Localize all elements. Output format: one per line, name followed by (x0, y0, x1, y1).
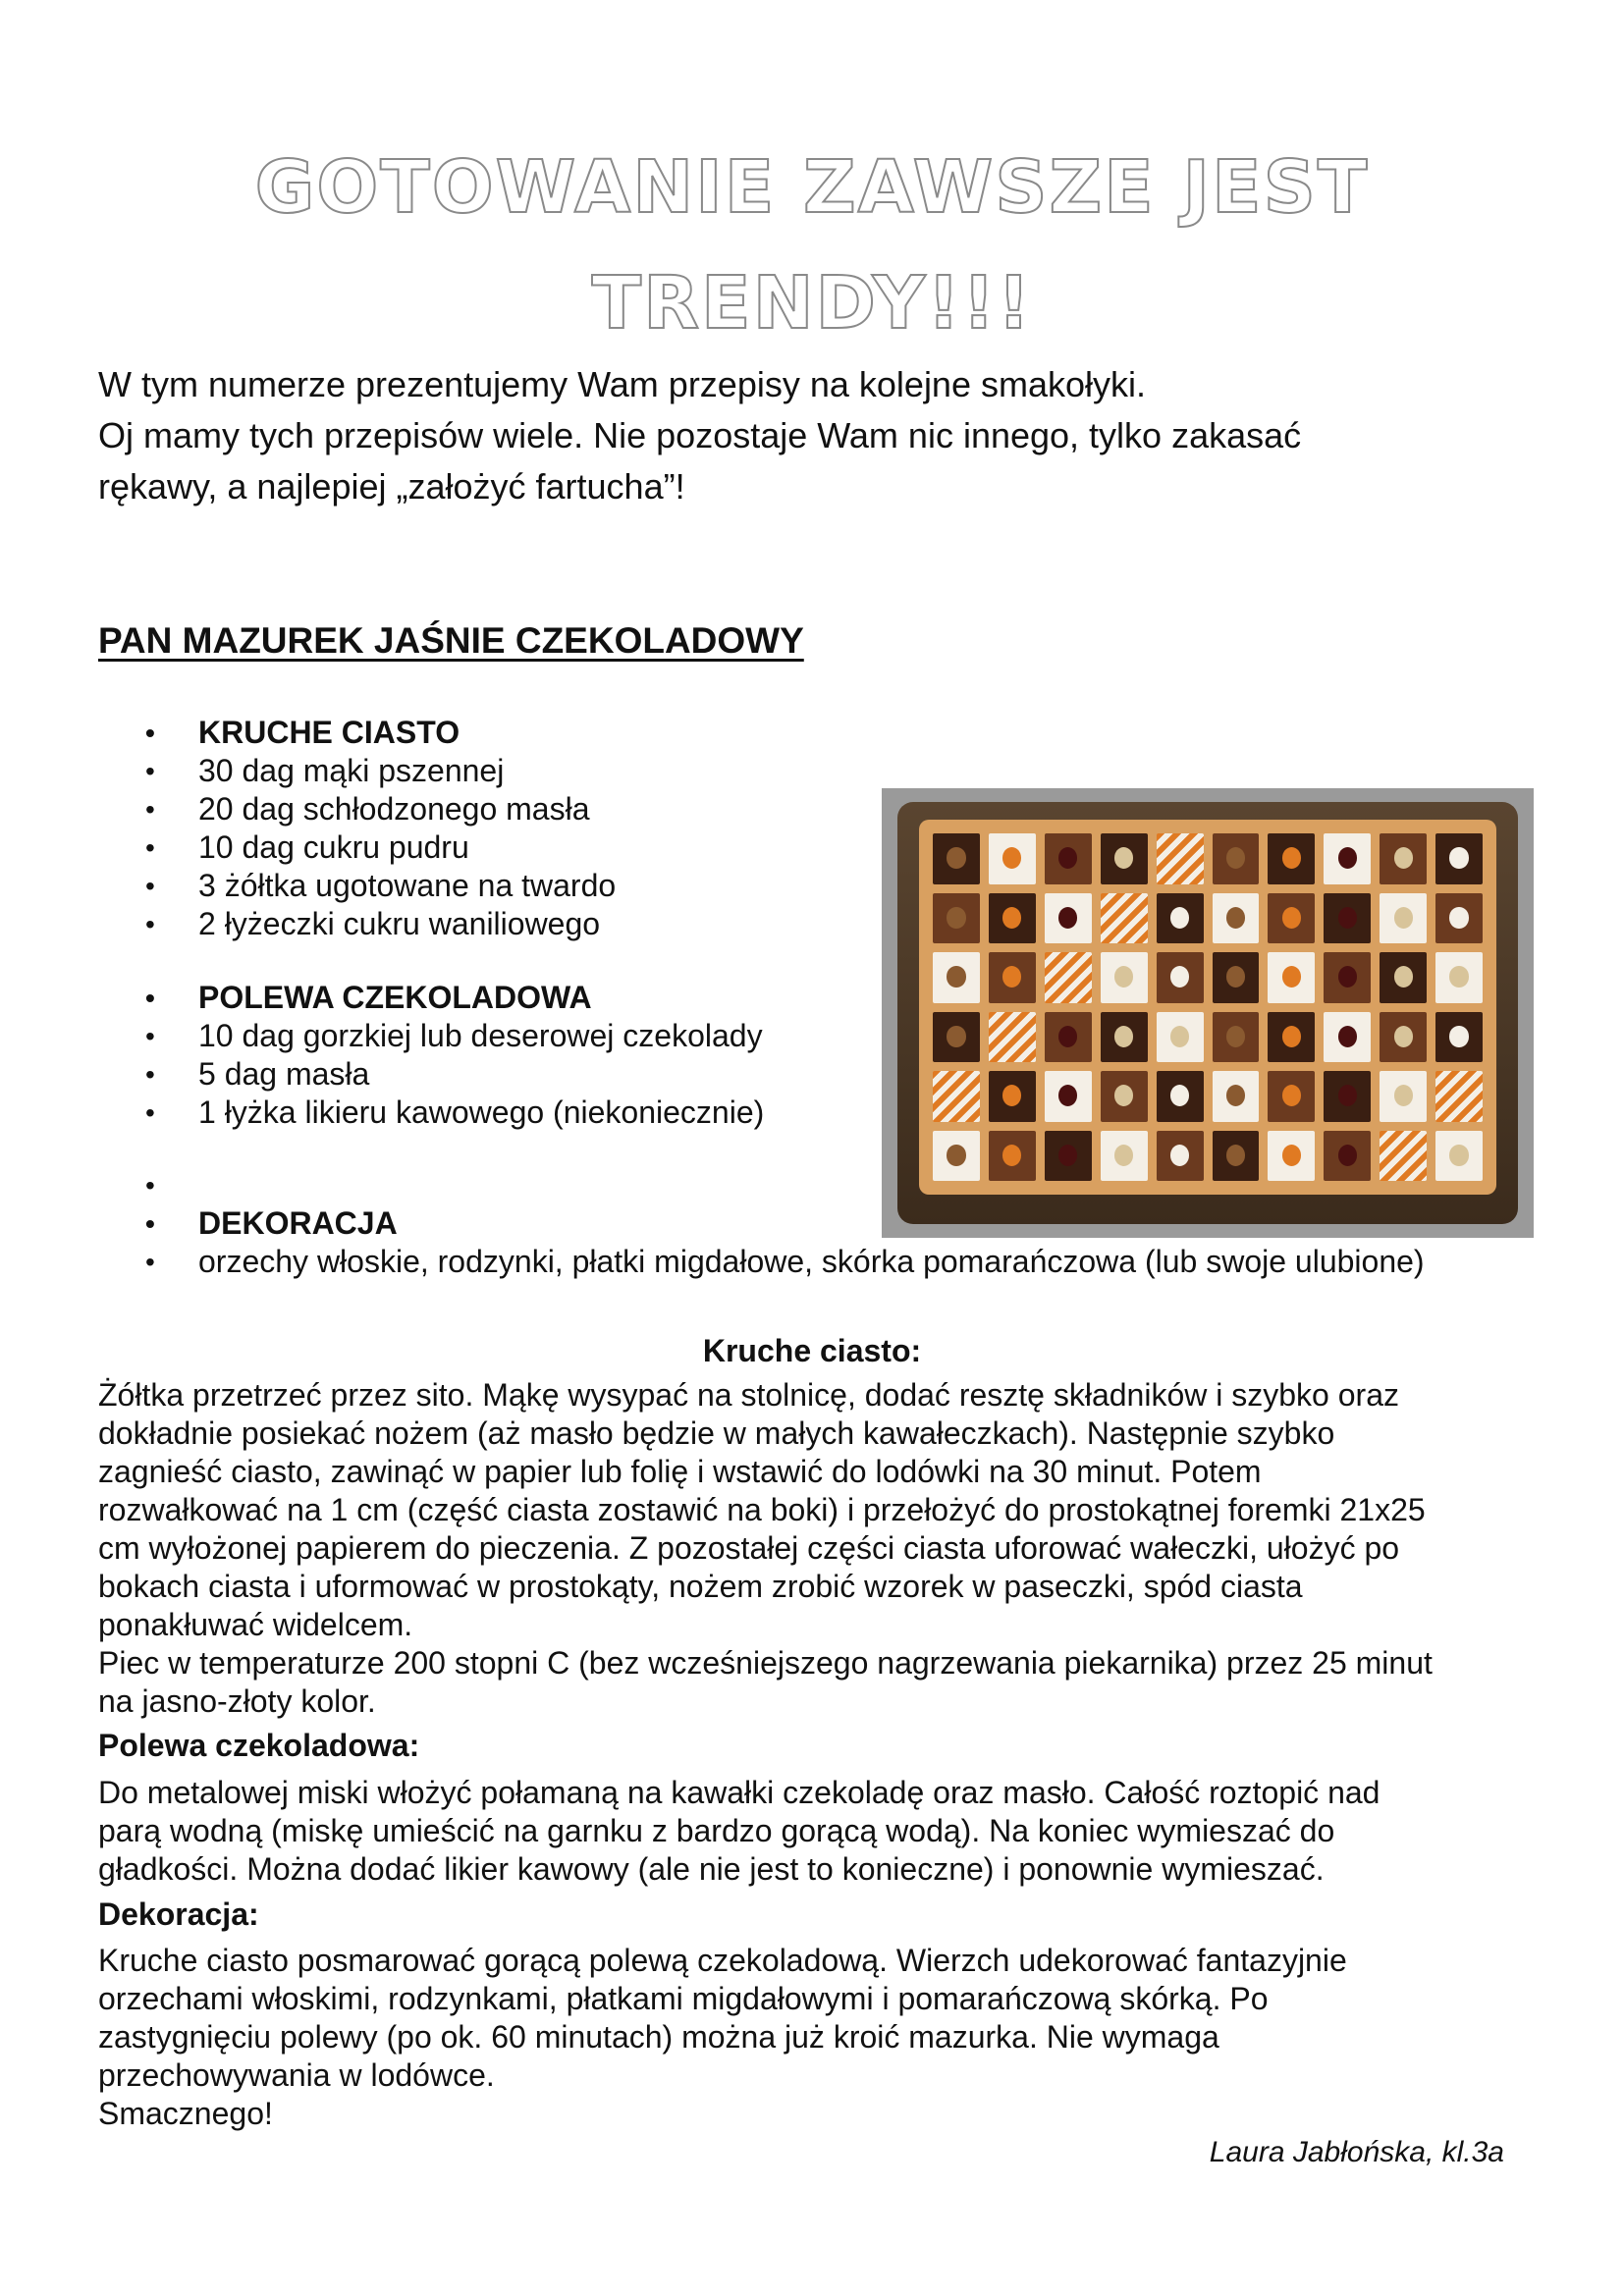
cake-tile (1045, 833, 1092, 884)
cake-tile (1268, 893, 1315, 944)
cake-tile (1435, 952, 1483, 1003)
instruction-line: Kruche ciasto posmarować gorącą polewą czekoladową. Wierzch udekorować fantazyjnie (98, 1943, 1347, 1978)
cake-tile (1101, 952, 1148, 1003)
cake-tile (1045, 1071, 1092, 1122)
tile-decoration (1394, 1085, 1413, 1106)
title-line-1: GOTOWANIE ZAWSZE JEST (254, 145, 1370, 230)
tile-decoration (947, 847, 965, 869)
cake-tile (1324, 1012, 1371, 1063)
instruction-line: na jasno-złoty kolor. (98, 1683, 376, 1719)
tile-decoration (1170, 907, 1189, 929)
page-title (0, 130, 1624, 361)
cake-tile (933, 833, 980, 884)
instruction-line: przechowywania w lodówce. (98, 2057, 495, 2093)
tile-decoration (1058, 1085, 1077, 1106)
tile-decoration (947, 966, 965, 988)
cake-tile (1268, 952, 1315, 1003)
cake-tile (1157, 1131, 1204, 1182)
glaze-instructions (98, 1774, 1532, 1889)
cake-tile (1380, 1131, 1427, 1182)
tile-decoration (1338, 907, 1357, 929)
tile-decoration (1170, 966, 1189, 988)
cake-tile (1045, 893, 1092, 944)
cake-tile (1324, 1131, 1371, 1182)
tile-decoration (1226, 907, 1245, 929)
tile-decoration (1449, 907, 1468, 929)
tile-decoration (1226, 966, 1245, 988)
tile-decoration (1394, 847, 1413, 869)
ingredients-glaze-heading: • POLEWA CZEKOLADOWA (145, 979, 764, 1017)
title-line-2: TRENDY!!! (591, 261, 1033, 346)
cake-tile (933, 1071, 980, 1122)
ingredient-item: • 5 dag masła (145, 1055, 764, 1094)
tile-decoration (1449, 966, 1468, 988)
cake-tile (1435, 1071, 1483, 1122)
cake-tile (989, 893, 1036, 944)
cake-tile (1157, 952, 1204, 1003)
cake-tile (1157, 893, 1204, 944)
cake-tile (1268, 1131, 1315, 1182)
ingredient-item: • 3 żółtka ugotowane na twardo (145, 867, 616, 905)
cake-tile (989, 1071, 1036, 1122)
tile-decoration (1449, 847, 1468, 869)
crust-section-heading: Kruche ciasto: (702, 1333, 922, 1368)
cake-tile (1324, 952, 1371, 1003)
tile-decoration (1058, 1145, 1077, 1166)
tile-decoration (1226, 1026, 1245, 1047)
instruction-line: Piec w temperaturze 200 stopni C (bez wcześniejszego nagrzewania piekarnika) przez 25 minut (98, 1645, 1433, 1681)
mazurek-photo (882, 788, 1534, 1238)
tile-decoration (1338, 1085, 1357, 1106)
tile-decoration (1002, 907, 1021, 929)
cake-tile (1045, 952, 1092, 1003)
intro-line: rękawy, a najlepiej „założyć fartucha”! (98, 466, 685, 507)
instruction-line: Żółtka przetrzeć przez sito. Mąkę wysypać na stolnicę, dodać resztę składników i szybko oraz (98, 1377, 1399, 1413)
crust-instructions (98, 1376, 1532, 1721)
ingredient-item: • 10 dag cukru pudru (145, 828, 616, 867)
tile-decoration (947, 1145, 965, 1166)
cake-tile (1213, 1071, 1260, 1122)
cake-tile (1157, 1012, 1204, 1063)
cake-tile (1213, 1131, 1260, 1182)
instruction-line: bokach ciasta i uformować w prostokąty, nożem zrobić wzorek w paseczki, spód ciasta (98, 1569, 1303, 1604)
tile-decoration (947, 1026, 965, 1047)
instruction-line: gładkości. Można dodać likier kawowy (ale nie jest to konieczne) i ponownie wymieszać. (98, 1851, 1325, 1887)
cake-tile (1045, 1131, 1092, 1182)
tile-decoration (1114, 1026, 1133, 1047)
tile-decoration (1114, 847, 1133, 869)
cake-tile (1157, 833, 1204, 884)
cake-tile (933, 1131, 980, 1182)
instruction-line: zastygnięciu polewy (po ok. 60 minutach) można już kroić mazurka. Nie wymaga (98, 2019, 1219, 2055)
cake-tile (989, 952, 1036, 1003)
decorated-cake (919, 820, 1496, 1195)
cake-tile (1435, 1131, 1483, 1182)
tile-decoration (1282, 1026, 1301, 1047)
cake-tile (1213, 1012, 1260, 1063)
ingredients-glaze-list (145, 979, 764, 1132)
cake-tile (1324, 893, 1371, 944)
ingredients-decoration-heading: • DEKORACJA (145, 1204, 1425, 1243)
tile-decoration (1058, 1026, 1077, 1047)
ingredient-item: • 30 dag mąki pszennej (145, 752, 616, 790)
tile-decoration (1002, 1145, 1021, 1166)
tile-decoration (1449, 1026, 1468, 1047)
tile-decoration (1170, 1026, 1189, 1047)
instruction-line: rozwałkować na 1 cm (część ciasta zostawić na boki) i przełożyć do prostokątnej foremki 21x25 (98, 1492, 1426, 1527)
instruction-line: Smacznego! (98, 2096, 273, 2131)
tile-decoration (1282, 1145, 1301, 1166)
tile-decoration (1114, 1085, 1133, 1106)
tile-decoration (1170, 1145, 1189, 1166)
cake-tile (1380, 833, 1427, 884)
tile-decoration (1114, 1145, 1133, 1166)
tile-decoration (1449, 1145, 1468, 1166)
decoration-section-heading: Dekoracja: (98, 1896, 259, 1932)
tile-decoration (1226, 1145, 1245, 1166)
cake-tile (1435, 833, 1483, 884)
instruction-line: orzechami włoskimi, rodzynkami, płatkami migdałowymi i pomarańczową skórką. Po (98, 1981, 1269, 2016)
tile-decoration (1338, 1145, 1357, 1166)
cake-tile (1324, 833, 1371, 884)
ingredients-crust-list (145, 714, 616, 943)
tile-decoration (1002, 1085, 1021, 1106)
cake-tile (1213, 952, 1260, 1003)
tile-decoration (1338, 847, 1357, 869)
tile-decoration (1338, 1026, 1357, 1047)
tile-decoration (1114, 966, 1133, 988)
tile-decoration (1058, 907, 1077, 929)
instruction-line: Do metalowej miski włożyć połamaną na kawałki czekoladę oraz masło. Całość roztopić nad (98, 1775, 1380, 1810)
author-signature: Laura Jabłońska, kl.3a (1209, 2136, 1504, 2168)
tile-decoration (1002, 847, 1021, 869)
tile-decoration (947, 907, 965, 929)
cake-tile (1213, 893, 1260, 944)
tile-decoration (1058, 847, 1077, 869)
cake-tile (1380, 952, 1427, 1003)
tile-decoration (1002, 966, 1021, 988)
cake-tile (933, 1012, 980, 1063)
cake-tile (1380, 1071, 1427, 1122)
tile-decoration (1338, 966, 1357, 988)
cake-tile (933, 952, 980, 1003)
ingredients-crust-heading: • KRUCHE CIASTO (145, 714, 616, 752)
cake-tile (989, 1131, 1036, 1182)
ingredient-item: • orzechy włoskie, rodzynki, płatki migdałowe, skórka pomarańczowa (lub swoje ulubione) (145, 1243, 1425, 1281)
cake-tile (1380, 1012, 1427, 1063)
tile-decoration (1394, 907, 1413, 929)
intro-line: Oj mamy tych przepisów wiele. Nie pozostaje Wam nic innego, tylko zakasać (98, 415, 1302, 455)
cake-tile (1213, 833, 1260, 884)
tile-decoration (1226, 847, 1245, 869)
tile-decoration (1282, 847, 1301, 869)
cake-tile (1101, 1131, 1148, 1182)
cake-tile (933, 893, 980, 944)
cake-tile (1101, 893, 1148, 944)
instruction-line: parą wodną (miskę umieścić na garnku z bardzo gorącą wodą). Na koniec wymieszać do (98, 1813, 1335, 1848)
baking-tray (897, 802, 1518, 1224)
recipe-title: PAN MAZUREK JAŚNIE CZEKOLADOWY (98, 620, 804, 661)
cake-tile (1157, 1071, 1204, 1122)
cake-tile (1045, 1012, 1092, 1063)
cake-tile (1268, 1012, 1315, 1063)
tile-decoration (1394, 966, 1413, 988)
instruction-line: dokładnie posiekać nożem (aż masło będzie w małych kawałeczkach). Następnie szybko (98, 1415, 1335, 1451)
decoration-instructions (98, 1942, 1532, 2133)
ingredient-item: • 2 łyżeczki cukru waniliowego (145, 905, 616, 943)
tile-decoration (1170, 1085, 1189, 1106)
cake-tile (1101, 833, 1148, 884)
ingredient-item: • 1 łyżka likieru kawowego (niekoniecznie) (145, 1094, 764, 1132)
cake-tile (1268, 1071, 1315, 1122)
cake-tile (1101, 1071, 1148, 1122)
tile-decoration (1282, 1085, 1301, 1106)
cake-tile (989, 1012, 1036, 1063)
cake-tile (989, 833, 1036, 884)
instruction-line: ponakłuwać widelcem. (98, 1607, 413, 1642)
cake-tile (1101, 1012, 1148, 1063)
ingredient-item: • 20 dag schłodzonego masła (145, 790, 616, 828)
cake-tile (1435, 893, 1483, 944)
ingredient-item: • 10 dag gorzkiej lub deserowej czekolady (145, 1017, 764, 1055)
instruction-line: zagnieść ciasto, zawinąć w papier lub folię i wstawić do lodówki na 30 minut. Potem (98, 1454, 1262, 1489)
glaze-section-heading: Polewa czekoladowa: (98, 1728, 420, 1763)
tile-decoration (1282, 966, 1301, 988)
tile-decoration (1394, 1026, 1413, 1047)
instruction-line: cm wyłożonej papierem do pieczenia. Z pozostałej części ciasta uforować wałeczki, ułożyć po (98, 1530, 1400, 1566)
cake-tile (1380, 893, 1427, 944)
cake-tile (1324, 1071, 1371, 1122)
intro-line: W tym numerze prezentujemy Wam przepisy na kolejne smakołyki. (98, 364, 1147, 404)
cake-tile (1268, 833, 1315, 884)
tile-decoration (1226, 1085, 1245, 1106)
tile-decoration (1282, 907, 1301, 929)
cake-tile (1435, 1012, 1483, 1063)
intro-paragraph (98, 359, 1492, 512)
